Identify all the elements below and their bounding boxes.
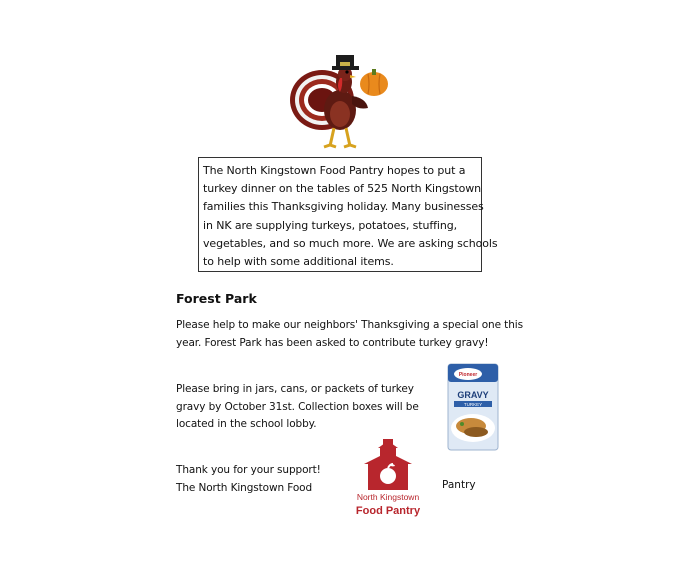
logo-line1: North Kingstown [356, 492, 420, 502]
intro-line: in NK are supplying turkeys, potatoes, stuffing, [203, 218, 458, 232]
intro-line: vegetables, and so much more. We are asking schools [203, 236, 498, 250]
food-pantry-logo [354, 438, 422, 518]
signature-line: The North Kingstown Food [176, 481, 313, 494]
gravy-sub-text: TURKEY [463, 402, 483, 407]
gravy-label-text: GRAVY [457, 390, 489, 400]
intro-text-box [198, 157, 498, 272]
instructions-paragraph [176, 381, 419, 434]
intro-line: The North Kingstown Food Pantry hopes to put a [203, 164, 466, 177]
intro-line: turkey dinner on the tables of 525 North Kingstown [203, 182, 481, 196]
instructions-line: gravy by October 31st. Collection boxes will be [176, 400, 419, 413]
request-line: Please help to make our neighbors' Thanksgiving a special one this [176, 319, 523, 331]
gravy-packet-image [446, 362, 500, 452]
logo-line2: Food Pantry [355, 505, 421, 517]
request-line: year. Forest Park has been asked to contribute turkey gravy! [176, 336, 489, 349]
instructions-line: Please bring in jars, cans, or packets of turkey [176, 383, 414, 395]
intro-line: families this Thanksgiving holiday. Many businesses [203, 200, 484, 214]
thanks-line: Thank you for your support! [176, 464, 321, 476]
instructions-line: located in the school lobby. [176, 418, 317, 430]
gravy-brand-text: Pioneer [458, 372, 478, 378]
signature-trailing-word: Pantry [442, 479, 476, 491]
turkey-pilgrim-illustration [282, 48, 398, 154]
request-paragraph [176, 317, 523, 352]
school-heading: Forest Park [176, 291, 257, 306]
closing-paragraph [176, 462, 321, 497]
intro-line: to help with some additional items. [203, 255, 394, 269]
